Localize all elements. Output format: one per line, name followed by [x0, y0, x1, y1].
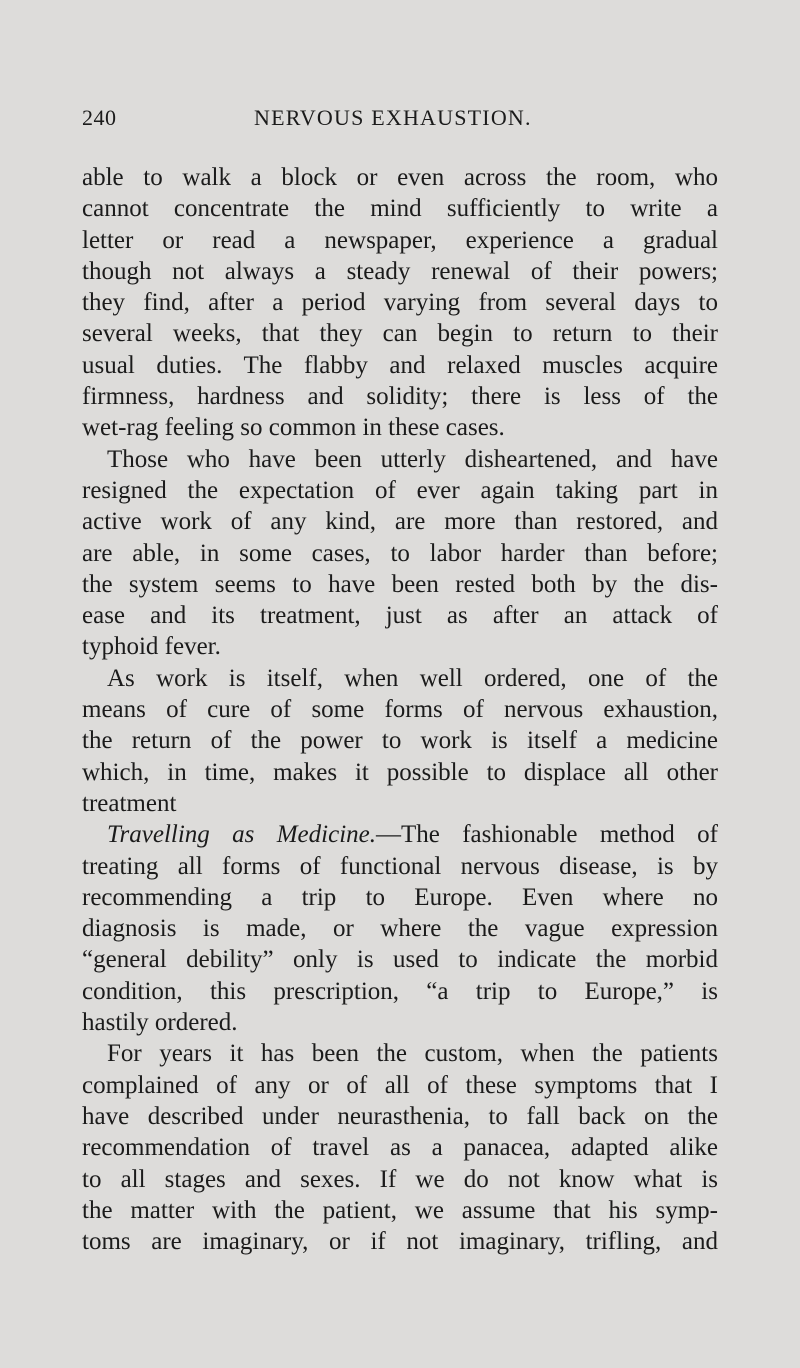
- text-line: able to walk a block or even across the room, who: [82, 164, 718, 191]
- text-line: the return of the power to work is itself a medicine: [82, 727, 718, 755]
- text-line: hastily ordered.: [82, 1009, 238, 1037]
- text-line: usual duties. The flabby and relaxed muscles acquire: [82, 351, 718, 379]
- running-header: [82, 105, 712, 135]
- text-line: For years it has been the custom, when the patients: [107, 1040, 718, 1068]
- text-line: letter or read a newspaper, experience a gradual: [82, 226, 718, 254]
- body-text: [82, 162, 718, 1257]
- text-line: diagnosis is made, or where the vague expression: [82, 915, 718, 943]
- text-line: Those who have been utterly disheartened, and have: [107, 445, 718, 473]
- text-line: toms are imaginary, or if not imaginary, trifling, and: [82, 1228, 718, 1256]
- text-line: complained of any or of all of these symptoms that I: [82, 1071, 718, 1099]
- text-line: treatment: [82, 789, 177, 817]
- text-line: cannot concentrate the mind sufficiently to write a: [82, 195, 718, 223]
- text-line: they find, after a period varying from several days to: [82, 289, 718, 317]
- page-number: 240: [82, 105, 117, 130]
- text-line: several weeks, that they can begin to return to their: [82, 320, 718, 348]
- text-line: As work is itself, when well ordered, one of the: [107, 664, 718, 692]
- text-line: typhoid fever.: [82, 633, 221, 661]
- running-title: NERVOUS EXHAUSTION.: [254, 105, 532, 130]
- text-line: “general debility” only is used to indicate the morbid: [82, 946, 718, 974]
- text-line: have described under neurasthenia, to fall back on the: [82, 1102, 718, 1130]
- text-line: active work of any kind, are more than restored, and: [82, 508, 718, 536]
- text-line: though not always a steady renewal of their powers;: [82, 257, 718, 285]
- text-line: are able, in some cases, to labor harder than before;: [82, 539, 718, 567]
- section-heading-continuation: —The fashionable method of: [376, 821, 718, 849]
- text-line: means of cure of some forms of nervous exhaustion,: [82, 696, 718, 724]
- text-line: recommending a trip to Europe. Even where no: [82, 883, 718, 911]
- section-heading-line: [82, 819, 718, 850]
- text-line: treating all forms of functional nervous disease, is by: [82, 852, 718, 880]
- text-line: firmness, hardness and solidity; there is less of the: [82, 383, 718, 411]
- text-line: to all stages and sexes. If we do not know what is: [82, 1165, 718, 1193]
- text-line: which, in time, makes it possible to displace all other: [82, 758, 718, 786]
- text-line: recommendation of travel as a panacea, adapted alike: [82, 1134, 718, 1162]
- text-line: ease and its treatment, just as after an attack of: [82, 602, 718, 630]
- text-line: the system seems to have been rested both by the dis-: [82, 570, 718, 598]
- text-line: wet-rag feeling so common in these cases.: [82, 414, 505, 442]
- text-line: resigned the expectation of ever again taking part in: [82, 476, 718, 504]
- section-heading: Travelling as Medicine.: [107, 821, 376, 849]
- text-line: condition, this prescription, “a trip to Europe,” is: [82, 977, 718, 1005]
- text-line: the matter with the patient, we assume that his symp-: [82, 1196, 718, 1224]
